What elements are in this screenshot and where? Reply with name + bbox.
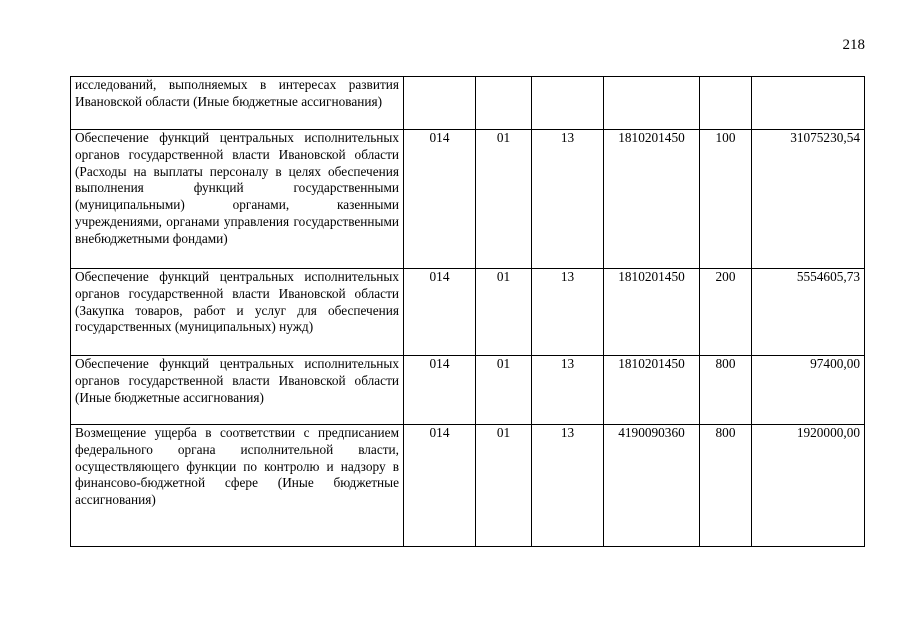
cell-subsection: 13 (532, 356, 604, 425)
cell-admin: 014 (404, 425, 476, 547)
cell-amount: 5554605,73 (752, 269, 865, 356)
cell-subsection: 13 (532, 269, 604, 356)
cell-section: 01 (476, 130, 532, 269)
cell-name: Обеспечение функций центральных исполнительных органов государственной власти Ивановской области (Иные бюджетные ассигнования) (71, 356, 404, 425)
cell-amount (752, 77, 865, 130)
cell-amount: 1920000,00 (752, 425, 865, 547)
page-number: 218 (842, 37, 865, 53)
cell-expense-type: 800 (700, 425, 752, 547)
cell-admin: 014 (404, 130, 476, 269)
cell-target-article: 1810201450 (604, 269, 700, 356)
cell-admin: 014 (404, 269, 476, 356)
table-row (71, 77, 865, 130)
cell-section: 01 (476, 269, 532, 356)
cell-subsection: 13 (532, 425, 604, 547)
cell-name: Возмещение ущерба в соответствии с предписанием федерального органа исполнительной власти, осуществляющего функции по контролю и надзору в финансово-бюджетной сфере (Иные бюджетные ассигнования) (71, 425, 404, 547)
cell-target-article: 4190090360 (604, 425, 700, 547)
cell-target-article: 1810201450 (604, 356, 700, 425)
cell-expense-type: 200 (700, 269, 752, 356)
cell-name: Обеспечение функций центральных исполнительных органов государственной власти Ивановской области (Расходы на выплаты персоналу в целях обеспечения выполнения функций государственными (муниципальными) органами, казенными учреждениями, органами управления государственными внебюджетными фондами) (71, 130, 404, 269)
cell-name: Обеспечение функций центральных исполнительных органов государственной власти Ивановской области (Закупка товаров, работ и услуг для обеспечения государственных (муниципальных) нужд) (71, 269, 404, 356)
cell-admin (404, 77, 476, 130)
cell-expense-type: 100 (700, 130, 752, 269)
table-row (71, 356, 865, 425)
cell-amount: 31075230,54 (752, 130, 865, 269)
cell-subsection: 13 (532, 130, 604, 269)
cell-target-article: 1810201450 (604, 130, 700, 269)
budget-table (70, 76, 865, 547)
cell-section (476, 77, 532, 130)
cell-expense-type: 800 (700, 356, 752, 425)
cell-name: исследований, выполняемых в интересах развития Ивановской области (Иные бюджетные ассигнования) (71, 77, 404, 130)
table-row (71, 425, 865, 547)
cell-admin: 014 (404, 356, 476, 425)
table-row (71, 130, 865, 269)
cell-section: 01 (476, 425, 532, 547)
cell-target-article (604, 77, 700, 130)
table-row (71, 269, 865, 356)
cell-amount: 97400,00 (752, 356, 865, 425)
cell-subsection (532, 77, 604, 130)
cell-section: 01 (476, 356, 532, 425)
cell-expense-type (700, 77, 752, 130)
